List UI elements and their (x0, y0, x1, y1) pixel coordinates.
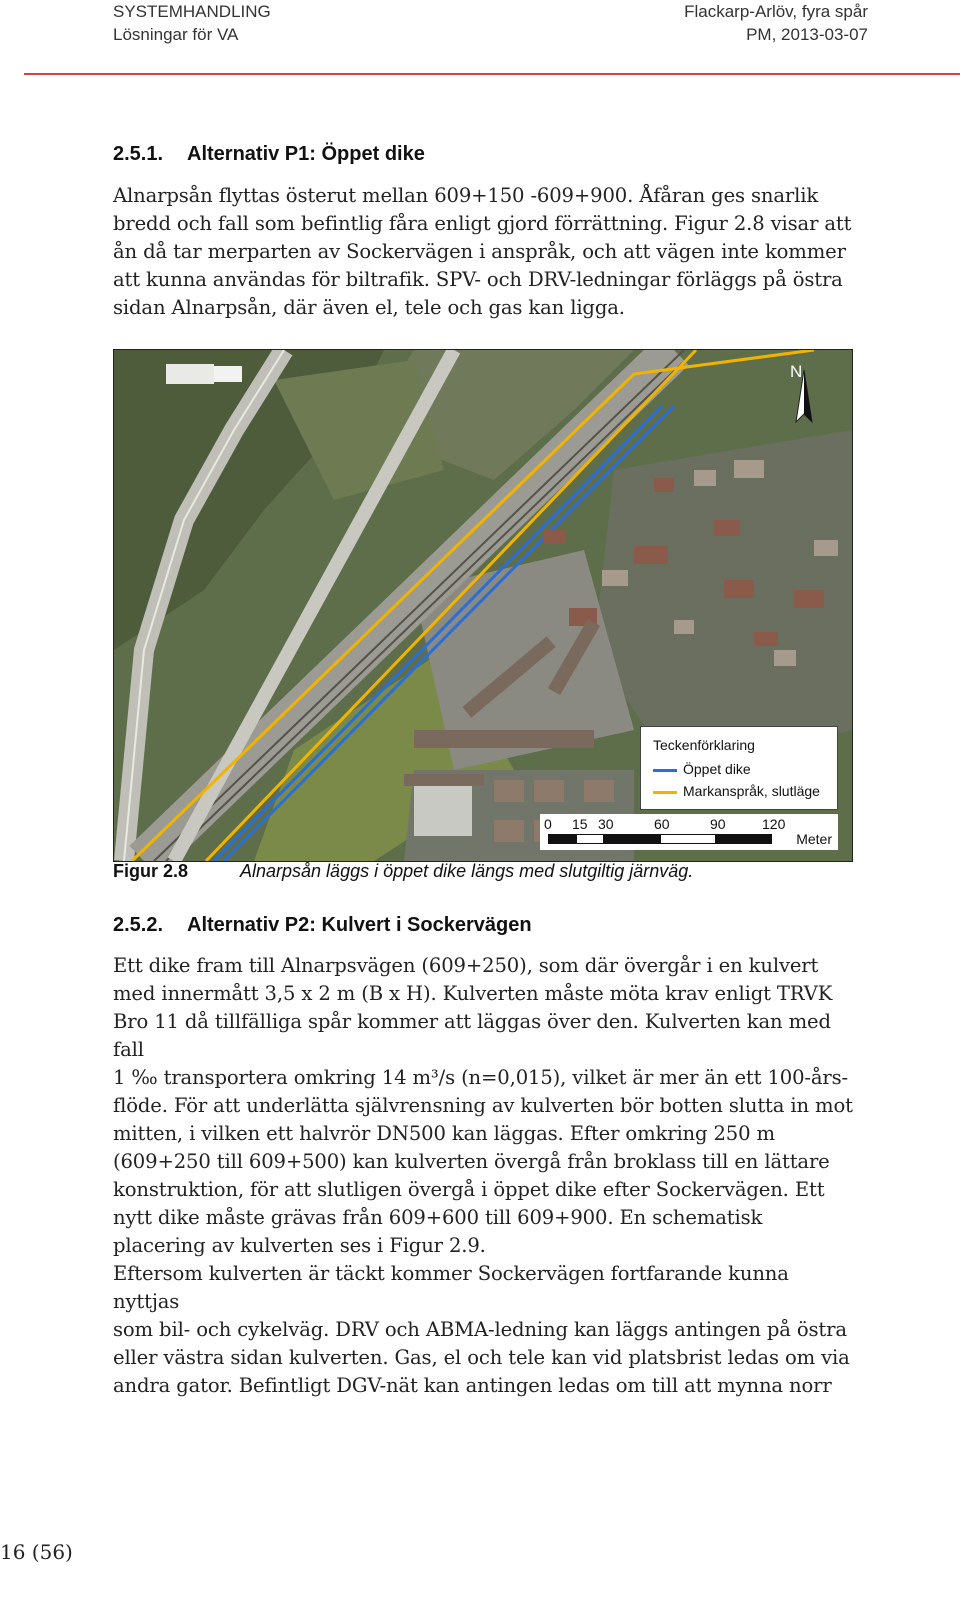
scale-segment (604, 834, 660, 844)
text-line: (609+250 till 609+500) kan kulverten övergå från broklass till en lättare (113, 1150, 830, 1173)
text-line: andra gator. Befintligt DGV-nät kan antingen ledas om till att mynna norr (113, 1374, 832, 1397)
map-scale-bar (540, 814, 838, 850)
scale-segment (548, 834, 576, 844)
text-line: som bil- och cykelväg. DRV och ABMA-ledning kan läggs antingen på östra (113, 1318, 847, 1341)
text-line: Alnarpsån flyttas österut mellan 609+150 -609+900. Åfåran ges snarlik (113, 184, 819, 207)
text-line: att kunna användas för biltrafik. SPV- och DRV-ledningar förläggs på östra (113, 268, 843, 291)
legend-item-open-ditch (653, 761, 751, 777)
text-line: Eftersom kulverten är täckt kommer Sockervägen fortfarande kunna nyttjas (113, 1262, 789, 1313)
section-number: 2.5.1. (113, 143, 164, 165)
scale-tick: 30 (598, 816, 614, 832)
text-line: sidan Alnarpsån, där även el, tele och gas kan ligga. (113, 296, 625, 319)
text-line: Bro 11 då tillfälliga spår kommer att läggas över den. Kulverten kan med fall (113, 1010, 831, 1061)
scale-tick: 120 (762, 816, 786, 832)
section-heading-2-5-1 (113, 143, 425, 166)
header-doc-date: PM, 2013-03-07 (746, 25, 868, 44)
scale-tick: 0 (544, 816, 552, 832)
figure-label: Figur 2.8 (113, 861, 189, 881)
text-line: flöde. För att underlätta självrensning av kulverten bör botten slutta in mot (113, 1094, 853, 1117)
text-line: eller västra sidan kulverten. Gas, el och tele kan vid platsbrist ledas om via (113, 1346, 850, 1369)
scale-tick: 60 (654, 816, 670, 832)
text-line: ån då tar merparten av Sockervägen i anspråk, och att vägen inte kommer (113, 240, 846, 263)
aerial-map-figure (113, 349, 853, 862)
text-line: mitten, i vilken ett halvrör DN500 kan läggas. Efter omkring 250 m (113, 1122, 775, 1145)
header-doc-subject: Lösningar för VA (113, 25, 239, 44)
section-heading-2-5-2 (113, 914, 532, 937)
section2-paragraph-2 (113, 1260, 853, 1400)
scale-unit: Meter (796, 831, 832, 847)
header-project: Flackarp-Arlöv, fyra spår (684, 2, 868, 21)
legend-item-label: Markanspråk, slutläge (683, 783, 820, 799)
scale-tick: 90 (710, 816, 726, 832)
section-number: 2.5.2. (113, 914, 164, 936)
section2-paragraph-1 (113, 952, 853, 1260)
text-line: nytt dike måste grävas från 609+600 till 609+900. En schematisk (113, 1206, 763, 1229)
figure-caption-text: Alnarpsån läggs i öppet dike längs med slutgiltig järnväg. (240, 861, 694, 881)
header-rule (24, 73, 960, 75)
text-line: konstruktion, för att slutligen övergå i öppet dike efter Sockervägen. Ett (113, 1178, 825, 1201)
legend-item-land-claim (653, 783, 820, 799)
text-line: 1 ‰ transportera omkring 14 m³/s (n=0,015), vilket är mer än ett 100-års- (113, 1066, 849, 1089)
header-doc-type: SYSTEMHANDLING (113, 2, 271, 21)
scale-segment (576, 834, 604, 844)
page-header (0, 0, 960, 78)
north-arrow-label: N (790, 362, 803, 381)
text-line: bredd och fall som befintlig fåra enligt gjord förrättning. Figur 2.8 visar att (113, 212, 852, 235)
legend-item-label: Öppet dike (683, 761, 751, 777)
legend-swatch-blue (653, 769, 677, 772)
section-title: Alternativ P2: Kulvert i Sockervägen (187, 914, 532, 936)
legend-title: Teckenförklaring (653, 737, 755, 753)
scale-segment (660, 834, 716, 844)
figure-caption (113, 861, 693, 882)
map-legend (640, 726, 838, 810)
scale-segment (716, 834, 772, 844)
text-line: placering av kulverten ses i Figur 2.9. (113, 1234, 486, 1257)
section-title: Alternativ P1: Öppet dike (187, 143, 425, 165)
legend-swatch-yellow (653, 791, 677, 794)
page-number: 16 (56) (0, 1540, 73, 1564)
text-line: Ett dike fram till Alnarpsvägen (609+250), som där övergår i en kulvert (113, 954, 819, 977)
text-line: med innermått 3,5 x 2 m (B x H). Kulverten måste möta krav enligt TRVK (113, 982, 833, 1005)
scale-tick: 15 (572, 816, 588, 832)
section1-paragraph (113, 182, 853, 322)
